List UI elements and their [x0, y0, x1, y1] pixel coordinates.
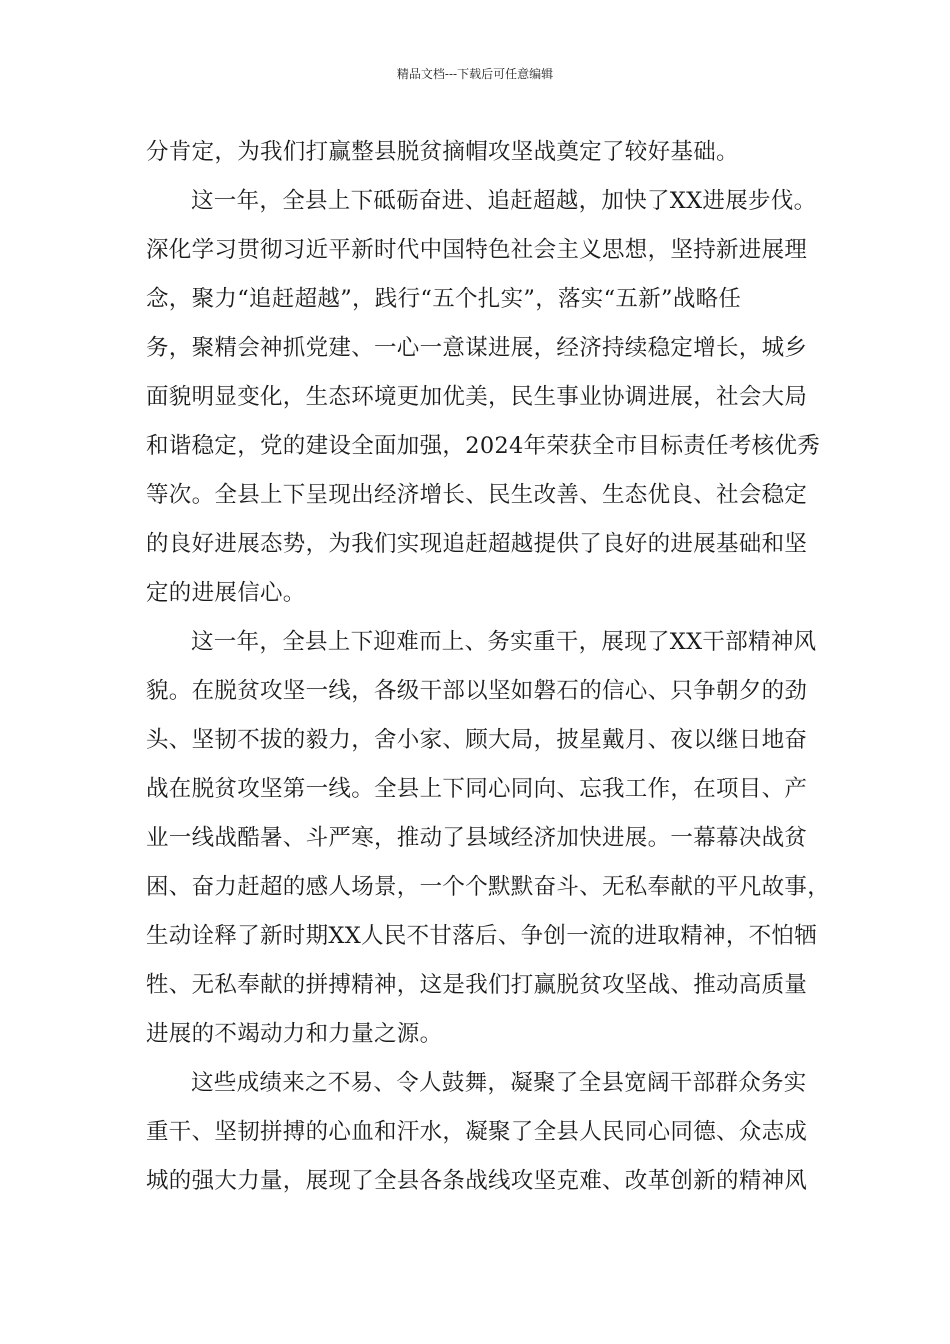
text-line: 生动诠释了新时期XX人民不甘落后、争创一流的进取精神，不怕牺	[146, 923, 818, 949]
paragraph-first-line: 这一年，全县上下砥砺奋进、追赶超越，加快了XX进展步伐。	[191, 188, 817, 214]
page-header: 精品文档---下载后可任意编辑	[396, 67, 554, 81]
text-line: 深化学习贯彻习近平新时代中国特色社会主义思想，坚持新进展理	[146, 237, 808, 263]
text-line: 念，聚力“追赶超越”，践行“五个扎实”，落实“五新”战略任	[146, 286, 742, 312]
text-line: 貌。在脱贫攻坚一线，各级干部以坚如磐石的信心、只争朝夕的劲	[146, 678, 808, 704]
text-line: 进展的不竭动力和力量之源。	[146, 1021, 443, 1047]
text-line: 困、奋力赶超的感人场景，一个个默默奋斗、无私奉献的平凡故事，	[146, 874, 831, 900]
text-line: 城的强大力量，展现了全县各条战线攻坚克难、改革创新的精神风	[146, 1168, 808, 1194]
text-line: 牲、无私奉献的拼搏精神，这是我们打赢脱贫攻坚战、推动高质量	[146, 972, 808, 998]
text-line: 和谐稳定，党的建设全面加强，2024年荣获全市目标责任考核优秀	[146, 433, 821, 459]
paragraph-first-line: 这些成绩来之不易、令人鼓舞，凝聚了全县宽阔干部群众务实	[191, 1070, 807, 1096]
paragraph-first-line: 这一年，全县上下迎难而上、务实重干，展现了XX干部精神风	[191, 629, 817, 655]
text-line: 重干、坚韧拼搏的心血和汗水，凝聚了全县人民同心同德、众志成	[146, 1119, 808, 1145]
text-line: 等次。全县上下呈现出经济增长、民生改善、生态优良、社会稳定	[146, 482, 808, 508]
text-line: 业一线战酷暑、斗严寒，推动了县域经济加快进展。一幕幕决战贫	[146, 825, 808, 851]
text-line: 务，聚精会神抓党建、一心一意谋进展，经济持续稳定增长，城乡	[146, 335, 808, 361]
text-line: 定的进展信心。	[146, 580, 306, 606]
text-line: 的良好进展态势，为我们实现追赶超越提供了良好的进展基础和坚	[146, 531, 808, 557]
text-line: 分肯定，为我们打赢整县脱贫摘帽攻坚战奠定了较好基础。	[146, 139, 739, 165]
text-line: 战在脱贫攻坚第一线。全县上下同心同向、忘我工作，在项目、产	[146, 776, 808, 802]
text-line: 面貌明显变化，生态环境更加优美，民生事业协调进展，社会大局	[146, 384, 808, 410]
text-line: 头、坚韧不拔的毅力，舍小家、顾大局，披星戴月、夜以继日地奋	[146, 727, 808, 753]
body-text	[146, 128, 831, 1206]
